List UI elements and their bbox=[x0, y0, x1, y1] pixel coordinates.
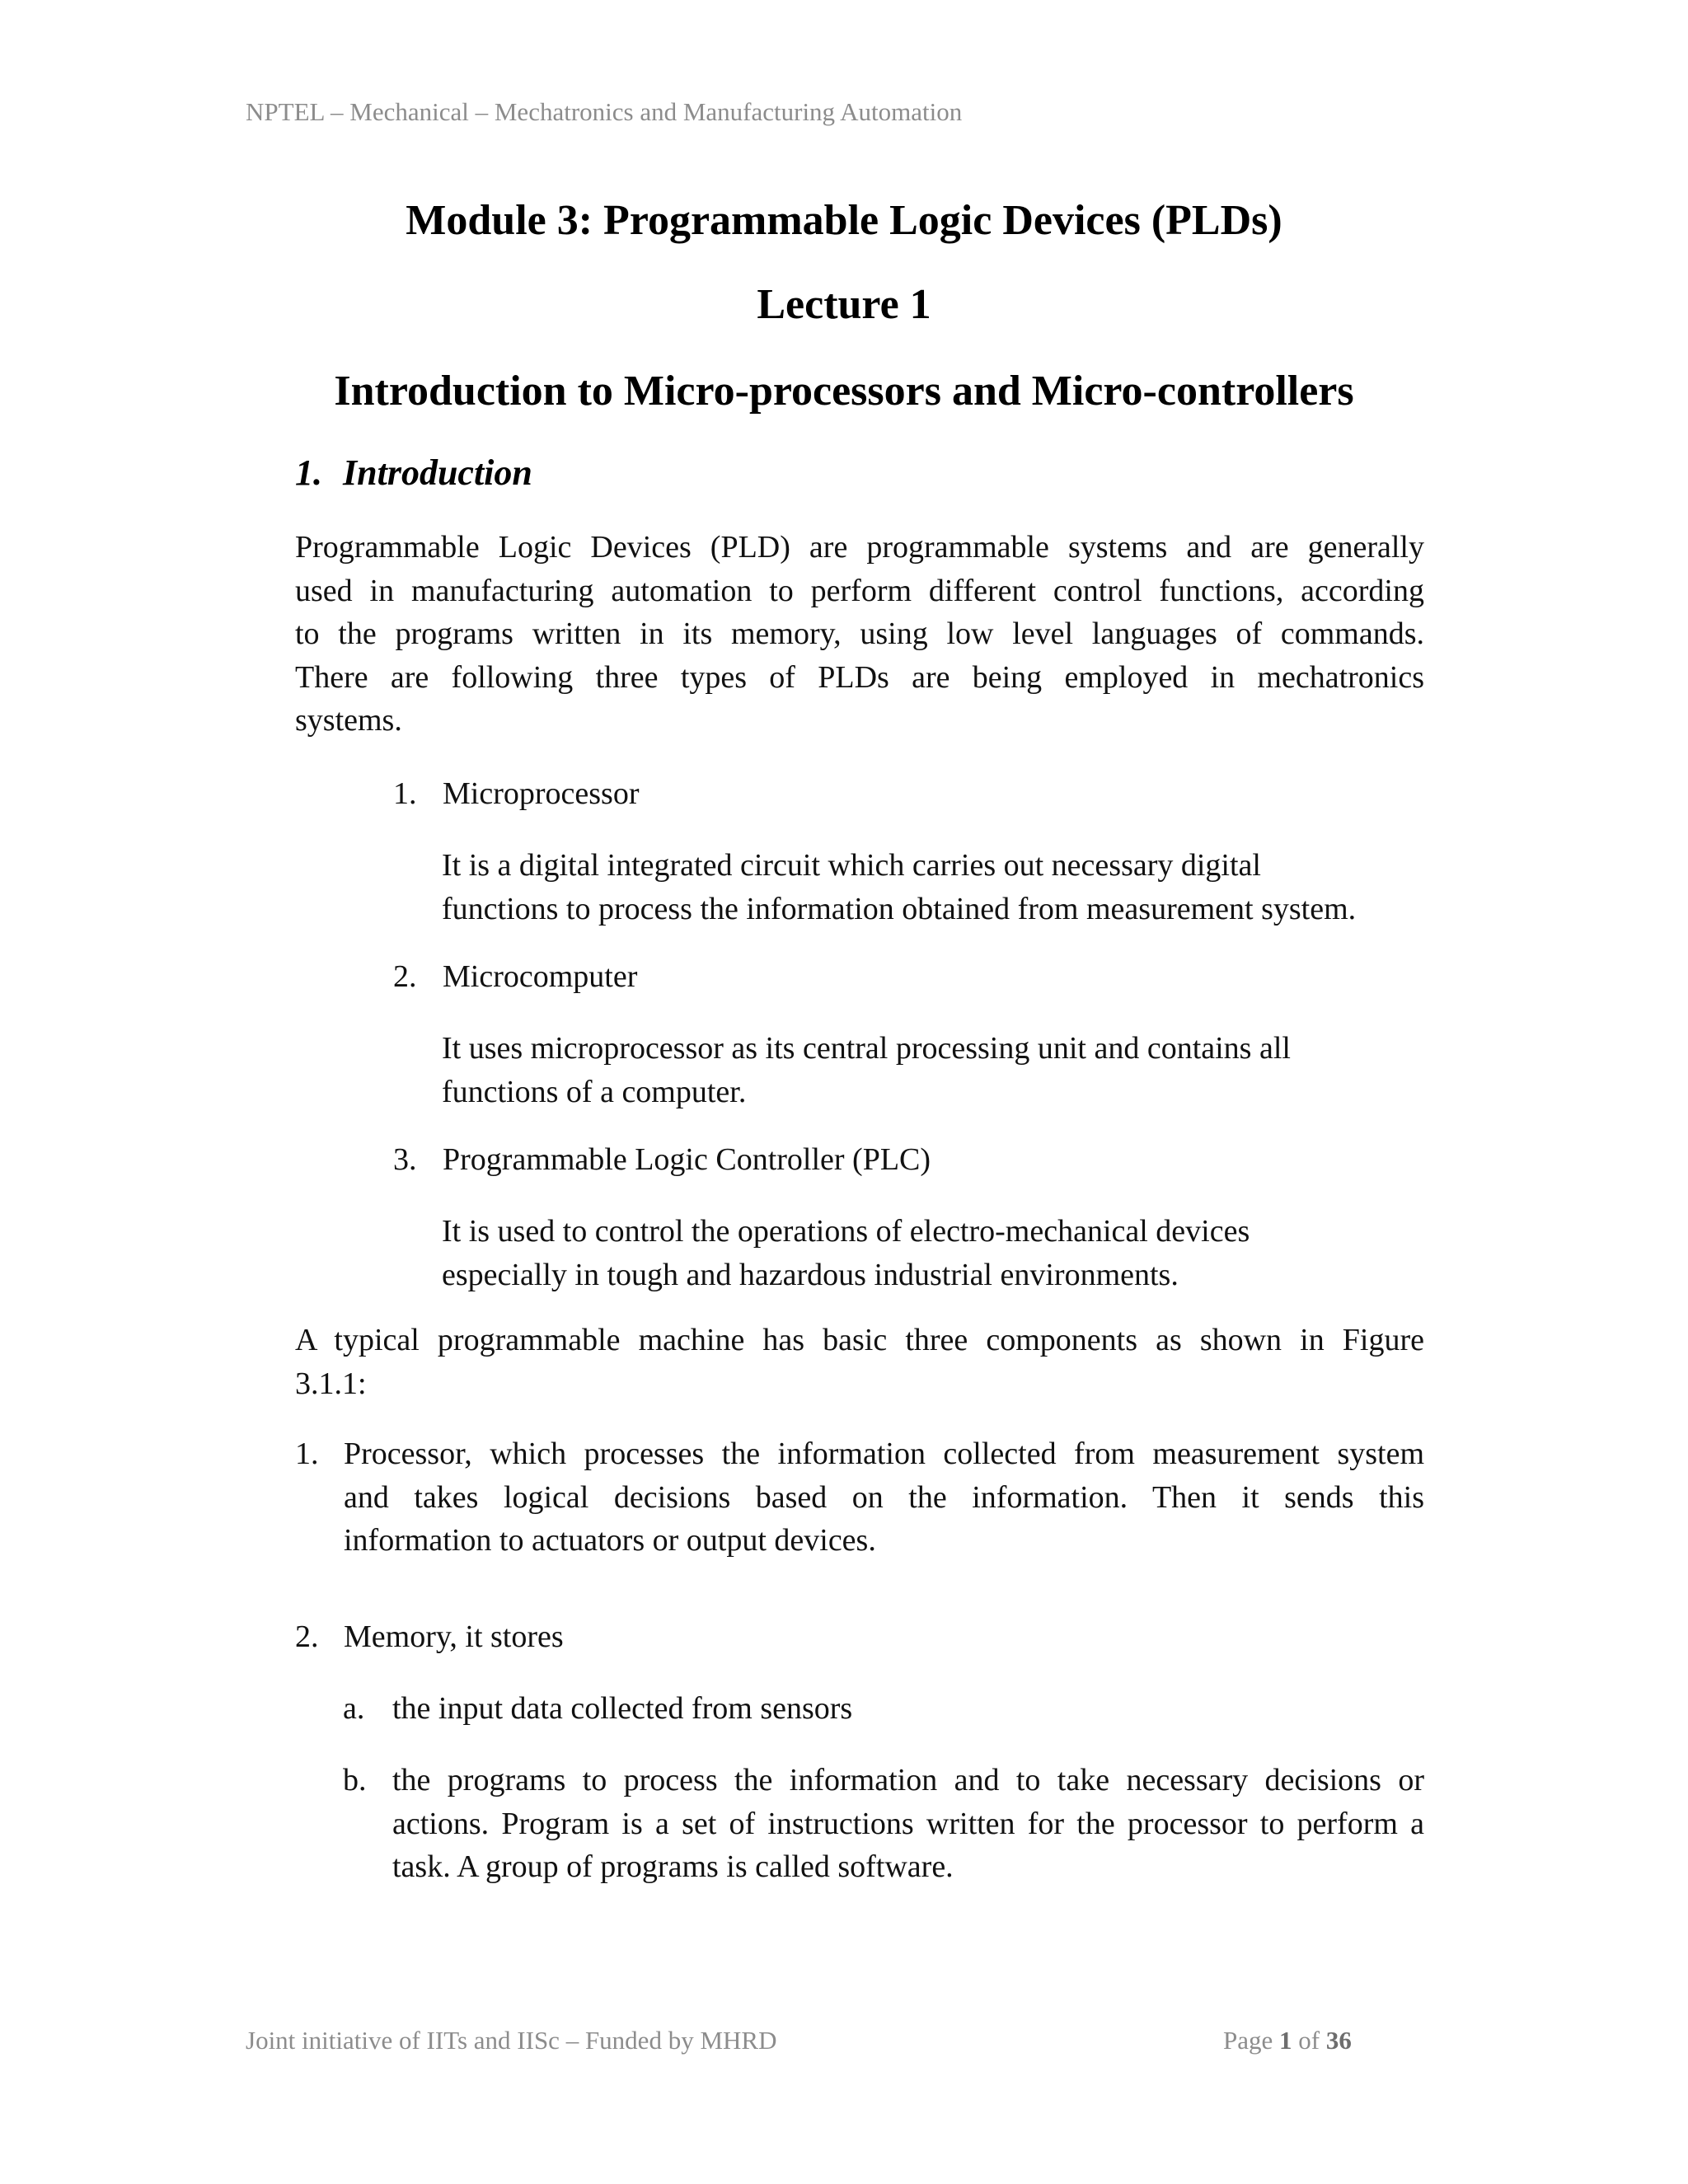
text-line: information to actuators or output devices. bbox=[344, 1523, 876, 1558]
list-number: 3. bbox=[393, 1142, 417, 1177]
list-number: 1. bbox=[295, 1436, 319, 1471]
text-line: Programmable Logic Devices (PLD) are programmable systems and are generally bbox=[295, 530, 1424, 565]
component-item bbox=[295, 1615, 1424, 1659]
pld-description bbox=[442, 1210, 1250, 1296]
text-line: A typical programmable machine has basic three components as shown in Figure bbox=[295, 1323, 1424, 1357]
page-current: 1 bbox=[1279, 2026, 1292, 2055]
topic-title: Introduction to Micro-processors and Micro-controllers bbox=[334, 368, 1354, 415]
text-line: especially in tough and hazardous industrial environments. bbox=[442, 1257, 1179, 1292]
text-line: used in manufacturing automation to perform different control functions, according bbox=[295, 573, 1424, 608]
text-line: to the programs written in its memory, using low level languages of commands. bbox=[295, 616, 1424, 651]
text-line: Memory, it stores bbox=[344, 1619, 564, 1654]
text-line: the input data collected from sensors bbox=[392, 1691, 853, 1726]
list-number: 1. bbox=[393, 776, 417, 811]
section-number: 1. bbox=[295, 452, 322, 493]
typical-machine-paragraph bbox=[295, 1319, 1424, 1405]
list-number: 2. bbox=[393, 959, 417, 994]
pld-name: Microprocessor bbox=[443, 776, 640, 811]
pld-item bbox=[393, 1138, 931, 1182]
pld-description bbox=[442, 1027, 1291, 1113]
footer-credit: Joint initiative of IITs and IISc – Funded by MHRD bbox=[246, 2026, 777, 2055]
intro-paragraph bbox=[295, 526, 1424, 743]
pld-name: Microcomputer bbox=[443, 959, 638, 994]
list-number: 2. bbox=[295, 1619, 319, 1654]
text-line: Processor, which processes the information collected from measurement system bbox=[344, 1436, 1424, 1471]
text-line: actions. Program is a set of instructions written for the processor to perform a bbox=[392, 1806, 1424, 1841]
memory-subitem bbox=[343, 1687, 1424, 1731]
text-line: functions of a computer. bbox=[442, 1074, 747, 1109]
text-line: There are following three types of PLDs are being employed in mechatronics bbox=[295, 659, 1424, 695]
text-line: It uses microprocessor as its central processing unit and contains all bbox=[442, 1031, 1291, 1066]
pld-item bbox=[393, 772, 639, 816]
text-line: systems. bbox=[295, 703, 402, 738]
text-line: and takes logical decisions based on the information. Then it sends this bbox=[344, 1479, 1424, 1515]
list-letter: b. bbox=[343, 1763, 367, 1797]
pld-item bbox=[393, 955, 637, 999]
page-of: of bbox=[1298, 2026, 1320, 2055]
text-line: the programs to process the information and to take necessary decisions or bbox=[392, 1763, 1424, 1797]
component-item bbox=[295, 1432, 1424, 1563]
list-letter: a. bbox=[343, 1691, 365, 1726]
section-title: Introduction bbox=[343, 452, 532, 493]
page-total: 36 bbox=[1325, 2026, 1352, 2055]
text-line: It is a digital integrated circuit which carries out necessary digital bbox=[442, 848, 1261, 883]
module-title: Module 3: Programmable Logic Devices (PLDs) bbox=[406, 197, 1282, 244]
text-line: functions to process the information obtained from measurement system. bbox=[442, 891, 1357, 926]
text-line: It is used to control the operations of electro-mechanical devices bbox=[442, 1214, 1250, 1249]
section-heading bbox=[295, 452, 532, 494]
pld-name: Programmable Logic Controller (PLC) bbox=[443, 1142, 931, 1177]
page-number bbox=[1223, 2026, 1352, 2055]
text-line: 3.1.1: bbox=[295, 1366, 367, 1401]
pld-description bbox=[442, 844, 1356, 930]
page-prefix: Page bbox=[1223, 2026, 1273, 2055]
memory-subitem bbox=[343, 1759, 1424, 1889]
lecture-title: Lecture 1 bbox=[757, 281, 931, 328]
running-header: NPTEL – Mechanical – Mechatronics and Manufacturing Automation bbox=[246, 97, 963, 126]
text-line: task. A group of programs is called software. bbox=[392, 1849, 954, 1884]
